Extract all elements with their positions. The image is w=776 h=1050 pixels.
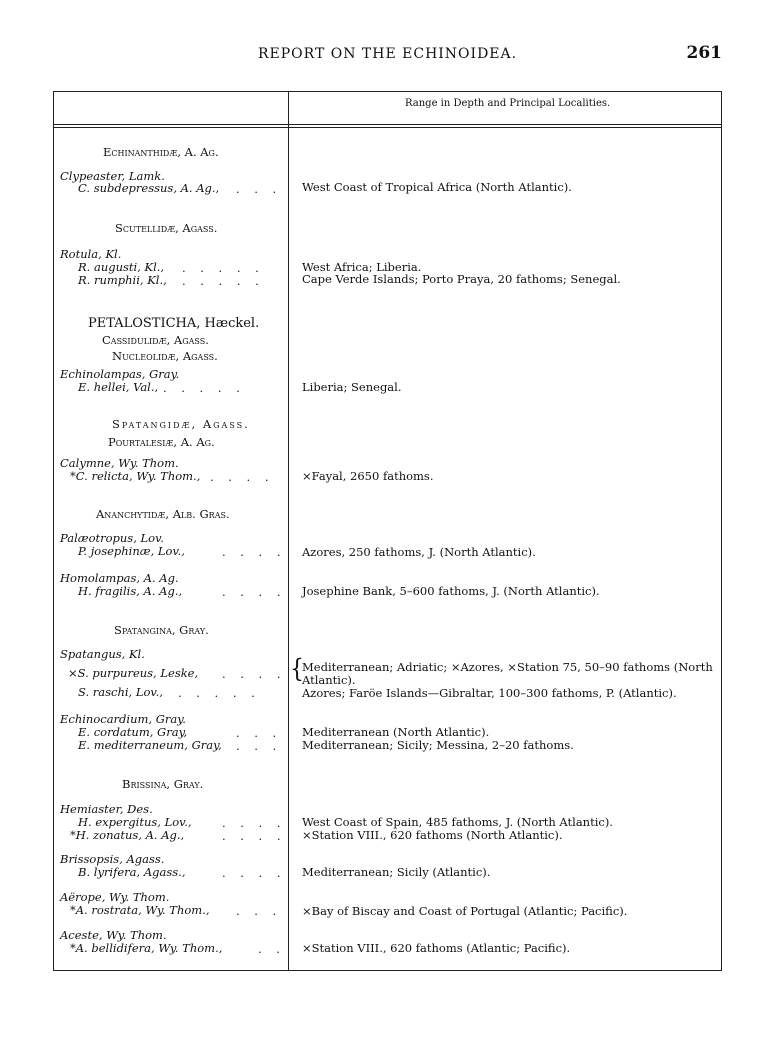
header-rule: [53, 124, 721, 125]
range-text: Mediterranean; Sicily (Atlantic).: [302, 865, 491, 879]
family-heading: Nucleolidæ, Agass.: [112, 349, 218, 363]
species-name: B. lyrifera, Agass.,: [78, 865, 186, 879]
genus-name: Brissopsis, Agass.: [60, 852, 165, 866]
order-heading: PETALOSTICHA, Hæckel.: [88, 316, 260, 331]
leader-dots: . . . . .: [182, 274, 259, 288]
range-text: Mediterranean; Adriatic; ×Azores, ×Station 75, 50–90 fathoms (North: [302, 660, 713, 674]
species-name: *A. rostrata, Wy. Thom.,: [70, 903, 210, 917]
range-text: Azores; Faröe Islands—Gibraltar, 100–300 fathoms, P. (Atlantic).: [302, 686, 677, 700]
running-title: REPORT ON THE ECHINOIDEA.: [258, 46, 518, 62]
genus-name: Echinolampas, Gray.: [60, 367, 180, 381]
leader-dots: . .: [258, 942, 280, 956]
family-heading: Ananchytidæ, Alb. Gras.: [96, 507, 230, 521]
species-name: R. augusti, Kl.,: [78, 260, 165, 274]
range-text: Mediterranean (North Atlantic).: [302, 725, 490, 739]
leader-dots: . . . .: [222, 667, 281, 681]
genus-name: Rotula, Kl.: [60, 247, 122, 261]
leader-dots: . . . .: [222, 816, 281, 830]
family-heading: Pourtalesiæ, A. Ag.: [108, 435, 215, 449]
species-name: S. raschi, Lov.,: [78, 685, 163, 699]
species-name: R. rumphii, Kl.,: [78, 273, 167, 287]
range-text: Josephine Bank, 5–600 fathoms, J. (North Atlantic).: [302, 584, 600, 598]
leader-dots: . . . . .: [182, 261, 259, 275]
species-name: E. mediterraneum, Gray,: [78, 738, 222, 752]
genus-name: Palæotropus, Lov.: [60, 531, 164, 545]
range-text: West Africa; Liberia.: [302, 260, 422, 274]
leader-dots: . . . . .: [163, 381, 240, 395]
column-header-range: Range in Depth and Principal Localities.: [405, 98, 611, 109]
leader-dots: . . .: [236, 904, 277, 918]
page-header: [0, 43, 776, 70]
family-heading: Echinanthidæ, A. Ag.: [103, 145, 219, 159]
range-text: Cape Verde Islands; Porto Praya, 20 fathoms; Senegal.: [302, 272, 621, 286]
genus-name: Hemiaster, Des.: [60, 802, 153, 816]
range-text: ×Station VIII., 620 fathoms (North Atlantic).: [302, 828, 563, 842]
species-name: ×S. purpureus, Leske,: [68, 666, 199, 680]
range-text: Azores, 250 fathoms, J. (North Atlantic).: [302, 545, 536, 559]
genus-name: Homolampas, A. Ag.: [60, 571, 179, 585]
family-heading: Scutellidæ, Agass.: [115, 221, 218, 235]
genus-name: Clypeaster, Lamk.: [60, 169, 165, 183]
species-name: E. cordatum, Gray,: [78, 725, 188, 739]
species-name: *A. bellidifera, Wy. Thom.,: [70, 941, 223, 955]
range-text: ×Fayal, 2650 fathoms.: [302, 469, 434, 483]
leader-dots: . . . .: [222, 829, 281, 843]
leader-dots: . . . .: [222, 545, 281, 559]
species-name: H. fragilis, A. Ag.,: [78, 584, 183, 598]
genus-name: Echinocardium, Gray.: [60, 712, 186, 726]
leader-dots: . . .: [236, 739, 277, 753]
species-name: H. expergitus, Lov.,: [78, 815, 192, 829]
family-heading: Brissina, Gray.: [122, 777, 204, 791]
species-name: *C. relicta, Wy. Thom.,: [70, 469, 201, 483]
genus-name: Aërope, Wy. Thom.: [60, 890, 170, 904]
range-text-continued: Atlantic).: [302, 673, 356, 687]
range-text: Mediterranean; Sicily; Messina, 2–20 fathoms.: [302, 738, 574, 752]
leader-dots: . . . .: [222, 866, 281, 880]
column-divider: [288, 91, 289, 970]
species-name: P. josephinæ, Lov.,: [78, 544, 185, 558]
brace-mark: {: [290, 655, 304, 684]
range-text: ×Station VIII., 620 fathoms (Atlantic; Pacific).: [302, 941, 571, 955]
header-rule-double: [53, 127, 721, 128]
species-name: C. subdepressus, A. Ag.,: [78, 181, 220, 195]
range-text: ×Bay of Biscay and Coast of Portugal (Atlantic; Pacific).: [302, 904, 628, 918]
genus-name: Spatangus, Kl.: [60, 647, 145, 661]
range-text: West Coast of Spain, 485 fathoms, J. (North Atlantic).: [302, 815, 613, 829]
leader-dots: . . . .: [222, 585, 281, 599]
genus-name: Calymne, Wy. Thom.: [60, 456, 179, 470]
page-number: 261: [686, 43, 722, 63]
species-name: *H. zonatus, A. Ag.,: [70, 828, 185, 842]
genus-name: Aceste, Wy. Thom.: [60, 928, 167, 942]
leader-dots: . . . .: [210, 470, 269, 484]
range-text: West Coast of Tropical Africa (North Atlantic).: [302, 180, 572, 194]
family-heading: Spatangidæ, Agass.: [112, 417, 250, 431]
family-heading: Cassidulidæ, Agass.: [102, 333, 209, 347]
species-name: E. hellei, Val.,: [78, 380, 159, 394]
family-heading: Spatangina, Gray.: [114, 623, 209, 637]
leader-dots: . . .: [236, 726, 277, 740]
leader-dots: . . . . .: [178, 686, 255, 700]
leader-dots: . . .: [236, 182, 277, 196]
range-text: Liberia; Senegal.: [302, 380, 402, 394]
